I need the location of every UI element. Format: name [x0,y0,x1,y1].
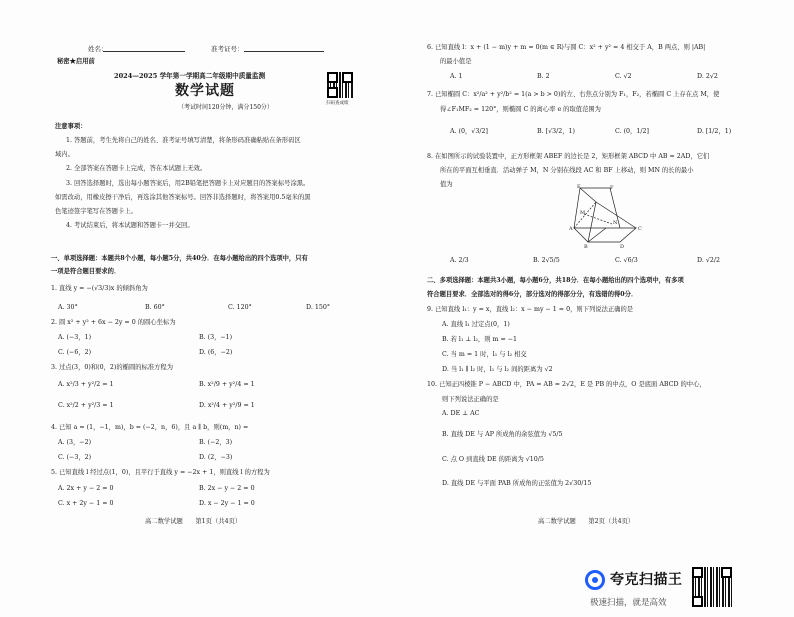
svg-text:A: A [569,226,573,232]
q6-option-b: B. 2 [537,73,550,80]
q3-option-d: D. x²/4 + y²/9 = 1 [199,402,255,409]
svg-text:M: M [580,210,586,216]
q4-option-d: D. (2，−3) [199,454,233,461]
q6-stem: 6. 已知直线 l：x + (1 − m)y + m = 0(m ∈ R)与圆 C：x² + y² = 4 相交于 A，B 两点，则 |AB| [427,44,706,51]
section1-heading: 一、单项选择题：本题共8个小题，每小题5分，共40分．在每小题给出的四个选项中，只有 [51,255,308,262]
q1-option-c: C. 120° [228,304,252,311]
q8-option-a: A. 2/3 [450,257,469,264]
q4-stem: 4. 已知 a = (1，−1，m)，b = (−2，n，6)，且 a ∥ b，则(m，n) = [51,424,249,431]
q10-stem-cont: 则下列说法正确的是 [442,396,499,403]
q6-option-d: D. 2√2 [697,73,718,80]
qr-code-header [327,72,353,98]
q5-option-c: C. x + 2y − 1 = 0 [58,500,114,507]
ticket-label: 准考证号： [211,45,244,53]
q2-option-d: D. (6，−2) [199,349,233,356]
q7-option-c: C. (0，1/2] [615,128,649,135]
q9-option-d: D. 当 l₁ ∥ l₂ 时，l₁ 与 l₂ 间的距离为 √2 [442,366,553,373]
svg-text:F: F [610,185,614,191]
notice-1-cont: 域内。 [55,151,74,158]
q4-option-b: B. (−2，3) [199,439,233,446]
q1-stem: 1. 直线 y = −(√3/3)x 的倾斜角为 [51,285,148,292]
section2-heading-cont: 符合题目要求．全部选对的得6分，部分选对的得部分分，有选错的得0分． [427,291,638,298]
q5-option-b: B. 2x − y − 2 = 0 [199,485,255,492]
svg-text:B: B [584,244,588,250]
q7-option-b: B. [√3/2，1) [537,128,575,135]
brand-qr-code [692,567,732,607]
qr-caption: 扫码查成绩 [326,101,349,106]
notice-heading: 注意事项： [55,123,87,130]
q8-option-d: D. √2/2 [697,257,720,264]
q6-stem-cont: 的最小值是 [440,58,472,65]
footer-right: 高二数学试题 第2页（共4页） [538,518,635,525]
q6-option-c: C. √2 [615,73,632,80]
q9-option-c: C. 当 m = 1 时，l₁ 与 l₂ 相交 [442,351,527,358]
page-title: 数学试题 [175,83,235,99]
notice-4: 4. 考试结束后，将本试题和答题卡一并交回。 [66,222,194,229]
q9-option-a: A. 直线 l₁ 过定点(0，1) [442,321,510,328]
section1-heading-cont: 一项是符合题目要求的． [51,268,121,275]
q3-option-b: B. x²/9 + y²/4 = 1 [199,381,255,388]
notice-1: 1. 答题前，考生先将自己的姓名、准考证号填写清楚，将条形码准确粘贴在条形码区 [66,137,301,144]
q6-option-a: A. 1 [450,73,463,80]
q1-option-a: A. 30° [58,304,78,311]
exam-duration: （考试时间120分钟，满分150分） [178,104,273,111]
notice-2: 2. 全部答案在答题卡上完成，答在本试题上无效。 [66,165,207,172]
q7-option-a: A. (0，√3/2] [450,128,488,135]
svg-text:C: C [638,226,642,232]
q4-option-a: A. (3，−2) [58,439,92,446]
notice-3: 3. 回答选择题时，选出每小题答案后，用2B铅笔把答题卡上对应题目的答案标号涂黑。 [66,180,310,187]
exam-subtitle: 2024—2025 学年第一学期高二年级期中质量监测 [114,72,266,80]
q3-option-a: A. x²/3 + y²/2 = 1 [58,381,114,388]
svg-text:E: E [577,184,581,190]
q5-stem: 5. 已知直线 l 经过点(1，0)，且平行于直线 y = −2x + 1，则直线 l 的方程为 [51,469,270,476]
name-label: 姓名： [88,45,108,53]
q3-option-c: C. x²/2 + y²/3 = 1 [58,402,114,409]
footer-left: 高二数学试题 第1页（共4页） [145,518,242,525]
q8-option-b: B. 2√5/5 [533,257,560,264]
q2-stem: 2. 圆 x² + y² + 6x − 2y = 0 的圆心坐标为 [51,319,176,326]
q10-option-b: B. 直线 DE 与 AP 所成角的余弦值为 √5/5 [442,431,563,438]
q8-option-c: C. √6/3 [615,257,638,264]
notice-3-cont1: 如需改动，用橡皮擦干净后，再选涂其他答案标号。回答非选择题时，将答案用0.5毫米的黑 [55,194,311,201]
q2-option-b: B. (3，−1) [199,334,233,341]
q10-stem: 10. 已知正四棱锥 P − ABCD 中，PA = AB = 2√2，E 是 PB 的中点，O 是底面 ABCD 的中心， [427,381,706,388]
q5-option-a: A. 2x + y − 2 = 0 [58,485,114,492]
q8-stem-cont1: 所在的平面互相垂直．活动弹子 M，N 分别在线段 AC 和 BF 上移动，则 MN 的长的最小 [440,167,694,174]
q4-option-c: C. (−3，2) [58,454,92,461]
q3-stem: 3. 过点(3，0)和(0，2)的椭圆的标准方程为 [51,364,174,371]
q7-option-d: D. [1/2，1) [697,128,732,135]
q2-option-a: A. (−3，1) [58,334,92,341]
brand-slogan: 极速扫描，就是高效 [590,598,667,608]
q7-stem: 7. 已知椭圆 C：x²/a² + y²/b² = 1(a > b > 0)的左、右焦点分别为 F₁，F₂，若椭圆 C 上存在点 M，使 [427,91,720,98]
q7-stem-cont: 得∠F₁MF₂ = 120°，则椭圆 C 的离心率 e 的取值范围为 [440,106,601,113]
q9-option-b: B. 若 l₁ ⊥ l₂，则 m = −1 [442,336,518,343]
q10-option-c: C. 点 O 到直线 DE 的距离为 √10/5 [442,456,544,463]
q10-option-d: D. 直线 DE 与平面 PAB 所成角的正弦值为 2√30/15 [442,480,592,487]
ticket-underline [244,51,324,52]
svg-text:D: D [620,244,625,250]
q1-option-d: D. 150° [306,304,330,311]
q8-geometry-figure [560,184,642,250]
quark-scanner-logo-icon [585,570,605,590]
name-underline [103,51,185,52]
q2-option-c: C. (−6，2) [58,349,92,356]
secret-label: 秘密★启用前 [57,58,95,65]
q8-stem-cont2: 值为 [440,181,453,188]
q8-stem: 8. 在如图所示的试验装置中，正方形框架 ABEF 的边长是 2，矩形框架 ABCD 中 AB = 2AD，它们 [427,153,710,160]
q10-option-a: A. DE ⊥ AC [442,410,480,417]
notice-3-cont2: 色笔迹签字笔写在答题卡上。 [55,208,137,215]
q5-option-d: D. x − 2y − 1 = 0 [199,500,255,507]
q1-option-b: B. 60° [145,304,165,311]
svg-text:N: N [613,220,618,226]
q9-stem: 9. 已知直线 l₁：y = x，直线 l₂：x − my − 1 = 0，则下列说法正确的是 [427,306,634,313]
section2-heading: 二、多项选择题：本题共3小题，每小题6分，共18分．在每小题给出的四个选项中，有多项 [427,277,684,284]
brand-name: 夸克扫描王 [610,572,683,588]
